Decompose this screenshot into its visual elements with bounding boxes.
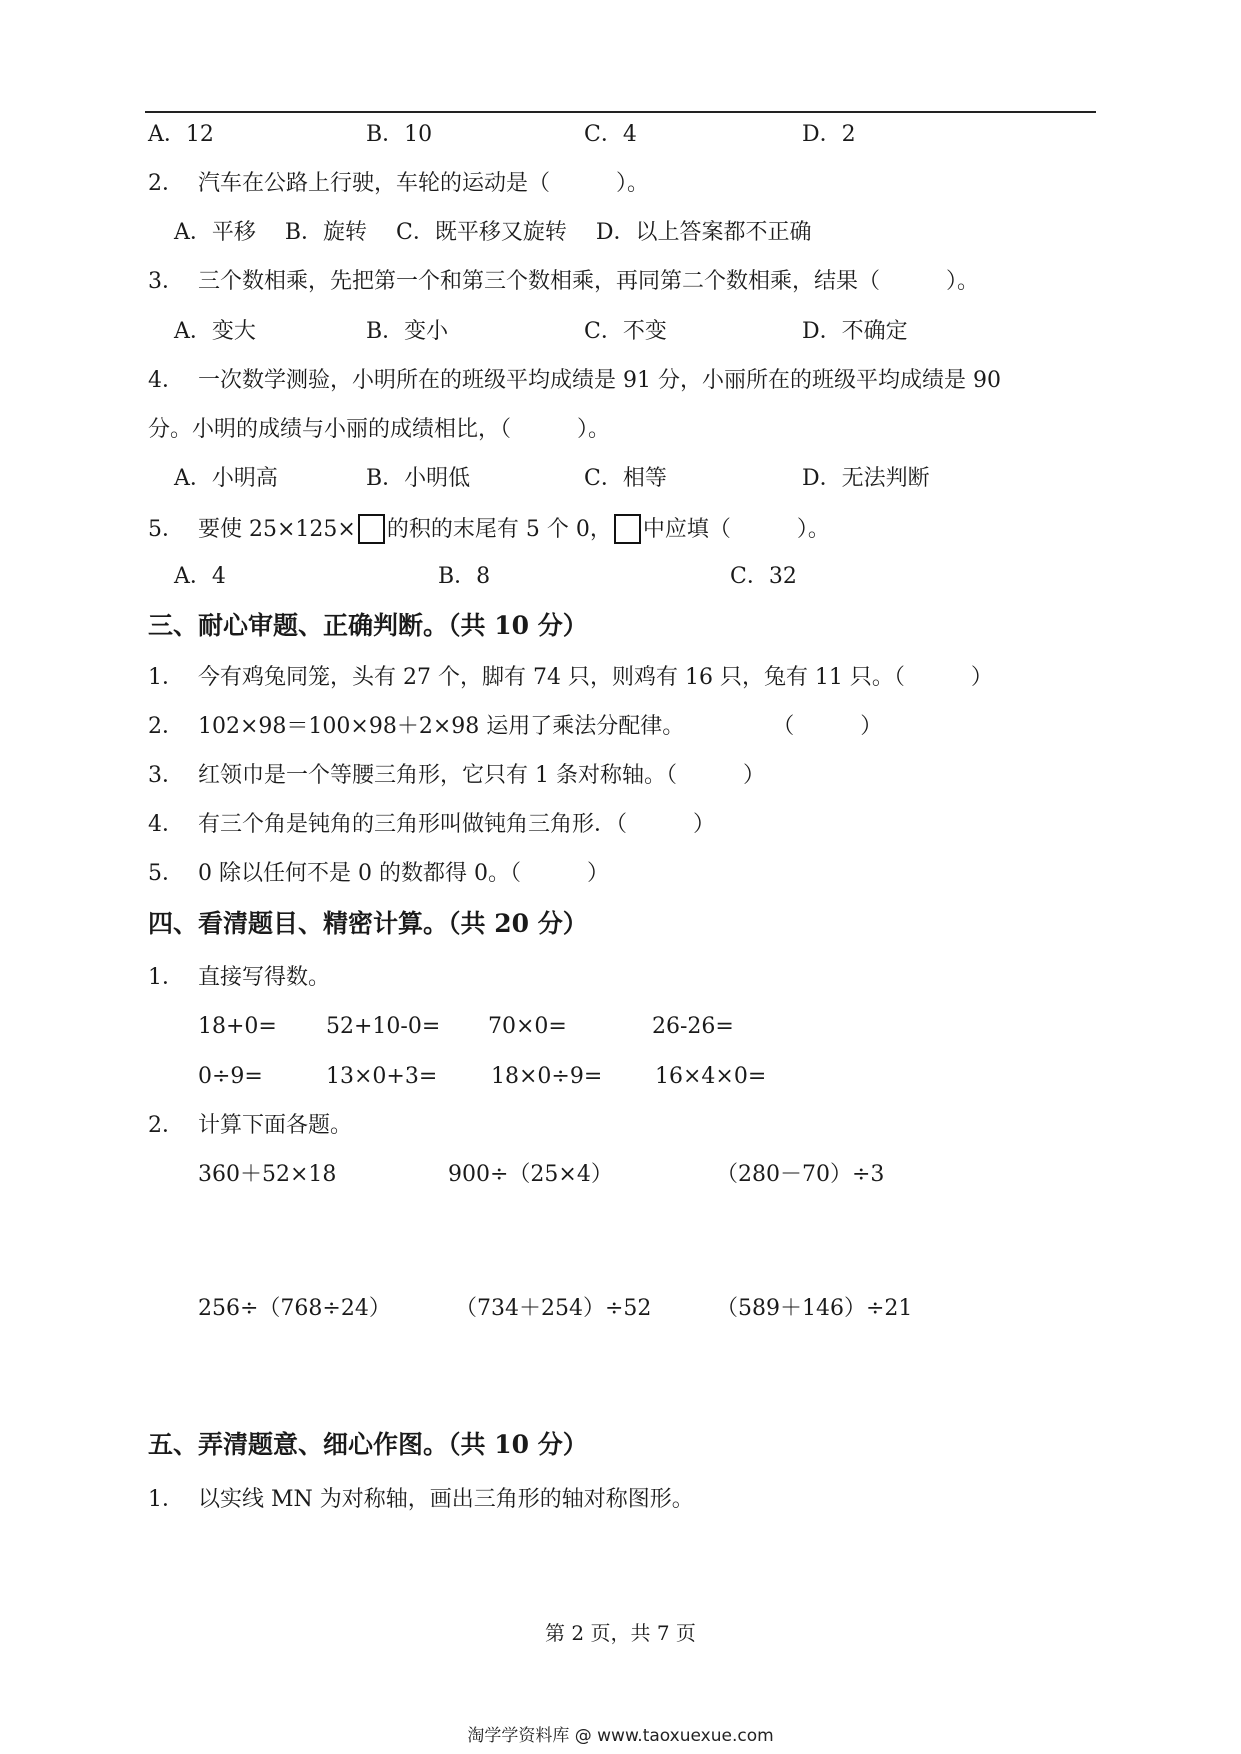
judge-item-2 xyxy=(148,713,882,741)
q4-option-a: A．小明高 xyxy=(174,466,278,491)
section-title-end: 分） xyxy=(529,611,588,640)
direct-calc-2: 52+10-0= xyxy=(326,1014,441,1039)
q3-option-b: B．变小 xyxy=(366,319,449,344)
question-number: 2． xyxy=(148,1113,184,1138)
blank-box xyxy=(614,514,641,544)
drawing-question-1 xyxy=(148,1486,694,1514)
item-text: 今有鸡兔同笼，头有 27 个，脚有 74 只，则鸡有 16 只，兔有 11 只。（ ） xyxy=(198,665,993,690)
item-text: 102×98＝100×98＋2×98 运用了乘法分配律。 （ ） xyxy=(198,714,883,739)
question-text-line1: 一次数学测验，小明所在的班级平均成绩是 91 分，小丽所在的班级平均成绩是 90 xyxy=(198,368,1001,393)
judge-item-5 xyxy=(148,860,609,888)
calc-item-6: （589＋146）÷21 xyxy=(716,1296,913,1321)
item-number: 2． xyxy=(148,714,184,739)
item-text: 有三个角是钝角的三角形叫做钝角三角形．（ ） xyxy=(198,812,716,837)
calc-item-2: 900÷（25×4） xyxy=(448,1162,613,1187)
mc-question-3 xyxy=(148,268,979,296)
source-watermark: 淘学学资料库 @ www.taoxuexue.com xyxy=(467,1726,774,1746)
header-rule xyxy=(145,111,1096,113)
section-points: 10 xyxy=(494,611,530,640)
q1-option-d: D．2 xyxy=(802,122,856,147)
question-number: 4． xyxy=(148,368,184,393)
item-number: 3． xyxy=(148,763,184,788)
q4-option-b: B．小明低 xyxy=(366,466,471,491)
question-text: 三个数相乘，先把第一个和第三个数相乘，再同第二个数相乘，结果（ ）。 xyxy=(198,269,980,294)
direct-calc-3: 70×0= xyxy=(488,1014,567,1039)
q5-option-a: A．4 xyxy=(174,564,226,589)
direct-calc-8: 16×4×0= xyxy=(655,1064,767,1089)
section-points: 20 xyxy=(494,909,530,938)
calc-item-4: 256÷（768÷24） xyxy=(198,1296,391,1321)
section-title-text: 三、耐心审题、正确判断。（共 xyxy=(148,611,495,640)
q2-options: A．平移 B．旋转 C．既平移又旋转 D．以上答案都不正确 xyxy=(174,220,812,245)
calc-item-5: （734＋254）÷52 xyxy=(455,1296,652,1321)
calc-question-1 xyxy=(148,964,330,992)
section-title-text: 五、弄清题意、细心作图。（共 xyxy=(148,1430,495,1459)
q1-option-a: A．12 xyxy=(148,122,214,147)
direct-calc-7: 18×0÷9= xyxy=(491,1064,603,1089)
question-number: 3． xyxy=(148,269,184,294)
judge-item-1 xyxy=(148,664,993,692)
q1-option-b: B．10 xyxy=(366,122,433,147)
item-number: 5． xyxy=(148,861,184,886)
q5-option-b: B．8 xyxy=(438,564,491,589)
mc-question-4 xyxy=(148,367,1001,395)
section-points: 10 xyxy=(494,1430,530,1459)
q1-option-c: C．4 xyxy=(584,122,637,147)
section-4-title xyxy=(148,908,588,940)
item-number: 4． xyxy=(148,812,184,837)
calc-item-3: （280－70）÷3 xyxy=(716,1162,885,1187)
question-text: 以实线 MN 为对称轴，画出三角形的轴对称图形。 xyxy=(198,1487,694,1512)
item-number: 1． xyxy=(148,665,184,690)
judge-item-4 xyxy=(148,811,715,839)
section-3-title xyxy=(148,610,588,642)
q3-option-d: D．不确定 xyxy=(802,319,908,344)
mc-question-2 xyxy=(148,170,649,198)
question-text: 直接写得数。 xyxy=(198,965,331,990)
question-text-part3: 中应填（ ）。 xyxy=(642,517,830,542)
q4-text-line2: 分。小明的成绩与小丽的成绩相比，（ ）。 xyxy=(148,417,611,442)
section-title-end: 分） xyxy=(529,909,588,938)
direct-calc-5: 0÷9= xyxy=(198,1064,263,1089)
question-number: 2． xyxy=(148,171,184,196)
calc-item-1: 360＋52×18 xyxy=(198,1162,337,1187)
question-number: 1． xyxy=(148,965,184,990)
q3-option-a: A．变大 xyxy=(174,319,256,344)
question-text: 计算下面各题。 xyxy=(198,1113,353,1138)
blank-box xyxy=(358,514,385,544)
q3-option-c: C．不变 xyxy=(584,319,667,344)
q4-option-d: D．无法判断 xyxy=(802,466,930,491)
item-text: 0 除以任何不是 0 的数都得 0。（ ） xyxy=(198,861,609,886)
page-footer: 第 2 页，共 7 页 xyxy=(545,1621,696,1645)
question-number: 5． xyxy=(148,517,184,542)
q5-option-c: C．32 xyxy=(730,564,797,589)
direct-calc-4: 26-26= xyxy=(652,1014,734,1039)
direct-calc-6: 13×0+3= xyxy=(326,1064,438,1089)
judge-item-3 xyxy=(148,762,765,790)
direct-calc-1: 18+0= xyxy=(198,1014,277,1039)
question-text-part2: 的积的末尾有 5 个 0， xyxy=(386,517,612,542)
section-title-end: 分） xyxy=(529,1430,588,1459)
section-title-text: 四、看清题目、精密计算。（共 xyxy=(148,909,495,938)
calc-question-2 xyxy=(148,1112,352,1140)
section-5-title xyxy=(148,1429,588,1461)
item-text: 红领巾是一个等腰三角形，它只有 1 条对称轴。（ ） xyxy=(198,763,765,788)
question-number: 1． xyxy=(148,1487,184,1512)
question-text-part1: 要使 25×125× xyxy=(198,517,356,542)
mc-question-5 xyxy=(148,514,830,544)
q4-option-c: C．相等 xyxy=(584,466,667,491)
question-text: 汽车在公路上行驶，车轮的运动是（ ）。 xyxy=(198,171,650,196)
